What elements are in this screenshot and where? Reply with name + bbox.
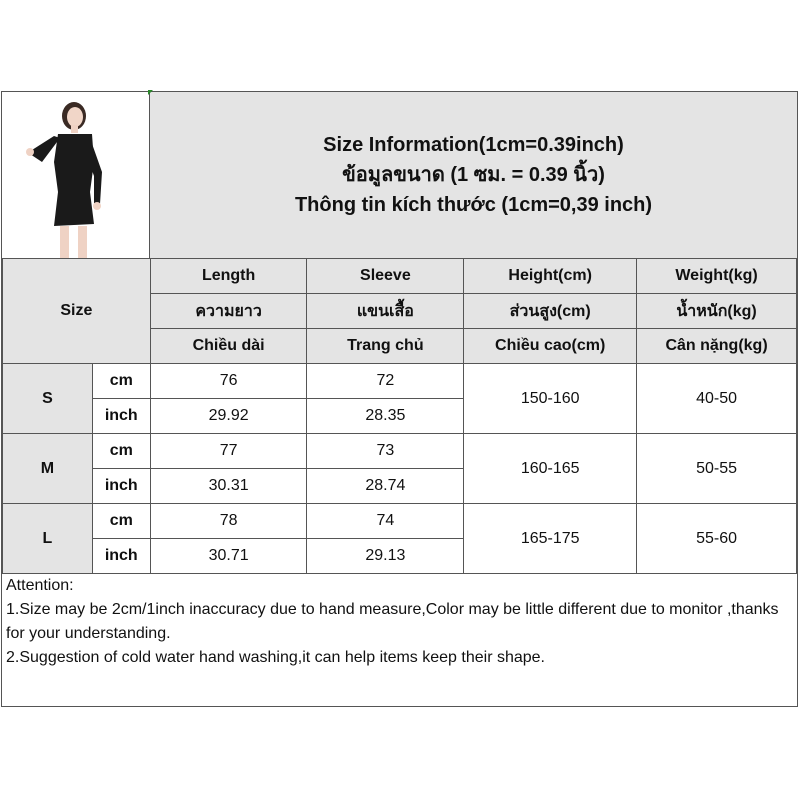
unit-inch: inch <box>92 399 150 434</box>
col-weight-en: Weight(kg) <box>637 259 797 294</box>
corner-mark-icon <box>148 90 153 95</box>
col-weight-th: น้ำหนัก(kg) <box>637 294 797 329</box>
sleeve-cm: 72 <box>307 364 464 399</box>
sleeve-cm: 73 <box>307 434 464 469</box>
col-length-vi: Chiều dài <box>150 329 307 364</box>
length-inch: 29.92 <box>150 399 307 434</box>
table-row <box>3 504 797 539</box>
chart-header <box>2 92 797 259</box>
col-weight-vi: Cân nặng(kg) <box>637 329 797 364</box>
height-range: 150-160 <box>464 364 637 434</box>
col-height-th: ส่วนสูง(cm) <box>464 294 637 329</box>
col-height-en: Height(cm) <box>464 259 637 294</box>
size-header: Size <box>3 259 151 364</box>
length-cm: 78 <box>150 504 307 539</box>
col-length-en: Length <box>150 259 307 294</box>
attention-note-2: 2.Suggestion of cold water hand washing,it can help items keep their shape. <box>6 649 545 666</box>
col-sleeve-en: Sleeve <box>307 259 464 294</box>
size-l-label: L <box>3 504 93 574</box>
unit-inch: inch <box>92 539 150 574</box>
title-english: Size Information(1cm=0.39inch) <box>323 134 624 156</box>
sleeve-inch: 28.35 <box>307 399 464 434</box>
height-range: 165-175 <box>464 504 637 574</box>
col-sleeve-vi: Trang chủ <box>307 329 464 364</box>
sleeve-inch: 28.74 <box>307 469 464 504</box>
weight-range: 50-55 <box>637 434 797 504</box>
col-height-vi: Chiều cao(cm) <box>464 329 637 364</box>
size-table <box>2 258 797 574</box>
title-vietnamese: Thông tin kích thước (1cm=0,39 inch) <box>294 194 653 216</box>
length-cm: 76 <box>150 364 307 399</box>
weight-range: 40-50 <box>637 364 797 434</box>
product-photo <box>2 92 150 258</box>
attention-heading: Attention: <box>6 577 74 594</box>
sleeve-cm: 74 <box>307 504 464 539</box>
length-cm: 77 <box>150 434 307 469</box>
length-inch: 30.31 <box>150 469 307 504</box>
col-length-th: ความยาว <box>150 294 307 329</box>
col-sleeve-th: แขนเสื้อ <box>307 294 464 329</box>
unit-cm: cm <box>92 364 150 399</box>
unit-cm: cm <box>92 434 150 469</box>
height-range: 160-165 <box>464 434 637 504</box>
attention-note-1: 1.Size may be 2cm/1inch inaccuracy due to hand measure,Color may be little different due to monitor ,thanks for your understanding. <box>6 601 779 642</box>
title-block <box>150 92 797 258</box>
unit-cm: cm <box>92 504 150 539</box>
unit-inch: inch <box>92 469 150 504</box>
size-m-label: M <box>3 434 93 504</box>
size-s-label: S <box>3 364 93 434</box>
table-row <box>3 364 797 399</box>
attention-notes <box>2 573 797 706</box>
title-thai: ข้อมูลขนาด (1 ซม. = 0.39 นิ้ว) <box>342 164 605 186</box>
model-figure-icon <box>2 92 149 258</box>
size-chart <box>1 91 798 707</box>
table-row <box>3 434 797 469</box>
weight-range: 55-60 <box>637 504 797 574</box>
sleeve-inch: 29.13 <box>307 539 464 574</box>
length-inch: 30.71 <box>150 539 307 574</box>
